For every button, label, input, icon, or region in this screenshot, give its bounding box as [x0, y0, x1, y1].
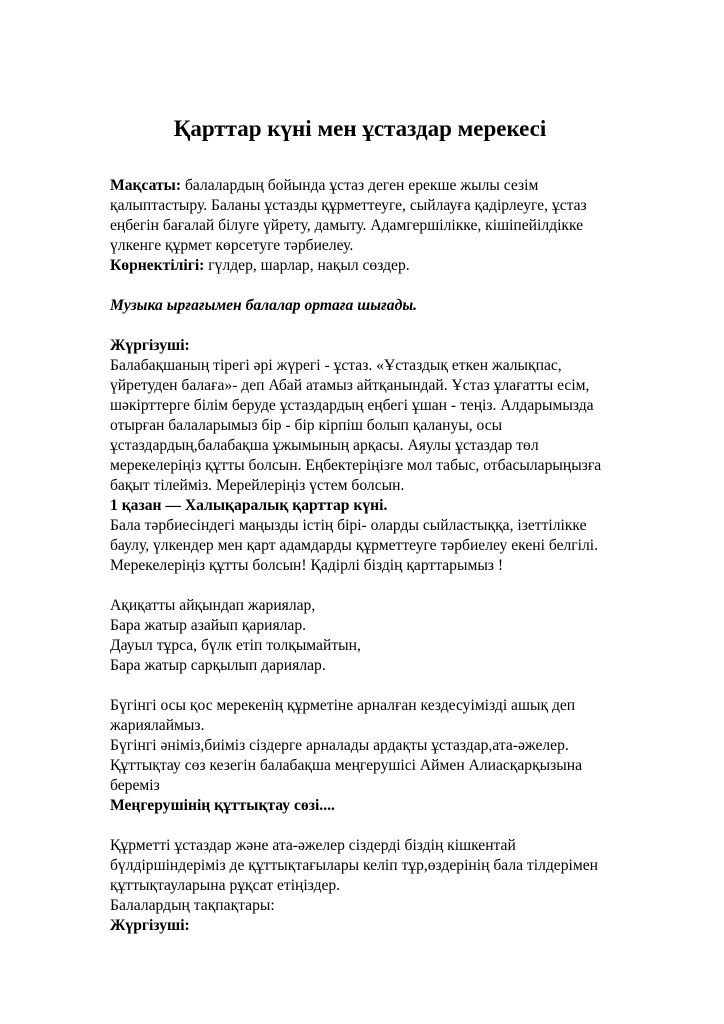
greeting-line: Құрметті ұстаздар және ата-әжелер сіздерді біздің кішкентай — [110, 837, 516, 854]
elders-day-line: Мерекелеріңіз құтты болсын! Қадірлі біздің қарттарымыз ! — [110, 557, 504, 574]
elders-day-line: Бала тәрбиесіндегі маңызды істің бірі- оларды сыйластыққа, ізеттілікке — [110, 517, 587, 534]
head-speech-heading: Меңгерушінің құттықтау сөзі.... — [110, 797, 335, 814]
opening-line: Құттықтау сөз кезегін балабақша меңгерушісі Аймен Алиасқарқызына — [110, 757, 583, 774]
visuals-label: Көрнектілігі: — [110, 257, 205, 274]
spacer — [110, 316, 670, 336]
greeting-line: бүлдіршіндеріміз де құттықтағылары келіп тұр,өздерінің бала тілдерімен — [110, 857, 598, 874]
document-body — [110, 176, 670, 936]
greeting-line: Балалардың тақпақтары: — [110, 897, 275, 914]
goal-line-4: үлкенге құрмет көрсетуге тәрбиелеу. — [110, 237, 354, 254]
host-speech-line: Балабақшаның тірегі әрі жүрегі - ұстаз. «Ұстаздық еткен жалықпас, — [110, 357, 562, 374]
poem-line: Бара жатыр сарқылып дариялар. — [110, 657, 326, 674]
opening-line: Бүгінгі осы қос мерекенің құрметіне арналған кездесуімізді ашық деп — [110, 697, 576, 714]
poem-line: Дауыл тұрса, бүлк етіп толқымайтын, — [110, 637, 361, 654]
host-label: Жүргізуші: — [110, 917, 190, 934]
spacer — [110, 816, 670, 836]
goal-line-3: еңбегін бағалай білуге үйрету, дамыту. Адамгершілікке, кішіпейілдікке — [110, 217, 584, 234]
host-speech-line: мерекелеріңіз құтты болсын. Еңбектеріңізге мол табыс, отбасыларыңызға — [110, 457, 602, 474]
host-speech-line: бақыт тілейміз. Мерейлеріңіз үстем болсын. — [110, 477, 405, 494]
music-line: Музыка ырғағымен балалар ортаға шығады. — [110, 297, 418, 314]
elders-day-heading: 1 қазан — Халықаралық қарттар күні. — [110, 497, 388, 514]
greeting-line: құттықтауларына рұқсат етіңіздер. — [110, 877, 341, 894]
goal-line-1 — [110, 176, 670, 196]
page-title: Қарттар күні мен ұстаздар мерекесі — [173, 116, 547, 141]
spacer — [110, 276, 670, 296]
opening-line: береміз — [110, 777, 160, 794]
host-speech-line: отырған балаларымыз бір - бір кірпіш болып қалануы, осы — [110, 417, 503, 434]
poem-line: Ақиқатты айқындап жариялар, — [110, 597, 316, 614]
host-speech-line: ұстаздардың,балабақша ұжымының арқасы. Аяулы ұстаздар төл — [110, 437, 539, 454]
host-speech-line: шәкірттерге білім беруде ұстаздардың еңбегі ұшан - теңіз. Алдарымызда — [110, 397, 594, 414]
spacer — [110, 676, 670, 696]
opening-line: Бүгінгі әніміз,биіміз сіздерге арналады ардақты ұстаздар,ата-әжелер. — [110, 737, 569, 754]
host-label: Жүргізуші: — [110, 337, 190, 354]
goal-text: балалардың бойында ұстаз деген ерекше жылы сезім — [181, 177, 539, 194]
poem-line: Бара жатыр азайып қариялар. — [110, 617, 307, 634]
visuals-text: гүлдер, шарлар, нақыл сөздер. — [204, 257, 410, 274]
goal-label: Мақсаты: — [110, 177, 182, 194]
goal-line-2: қалыптастыру. Баланы ұстазды құрметтеуге, сыйлауға қадірлеуге, ұстаз — [110, 197, 587, 214]
spacer — [110, 576, 670, 596]
visuals-line — [110, 256, 670, 276]
host-speech-line: үйретуден балаға»- деп Абай атамыз айтқанындай. Ұстаз ұлағатты есім, — [110, 377, 590, 394]
opening-line: жариялаймыз. — [110, 717, 205, 734]
elders-day-line: баулу, үлкендер мен қарт адамдарды құрметтеуге тәрбиелеу екені белгілі. — [110, 537, 599, 554]
